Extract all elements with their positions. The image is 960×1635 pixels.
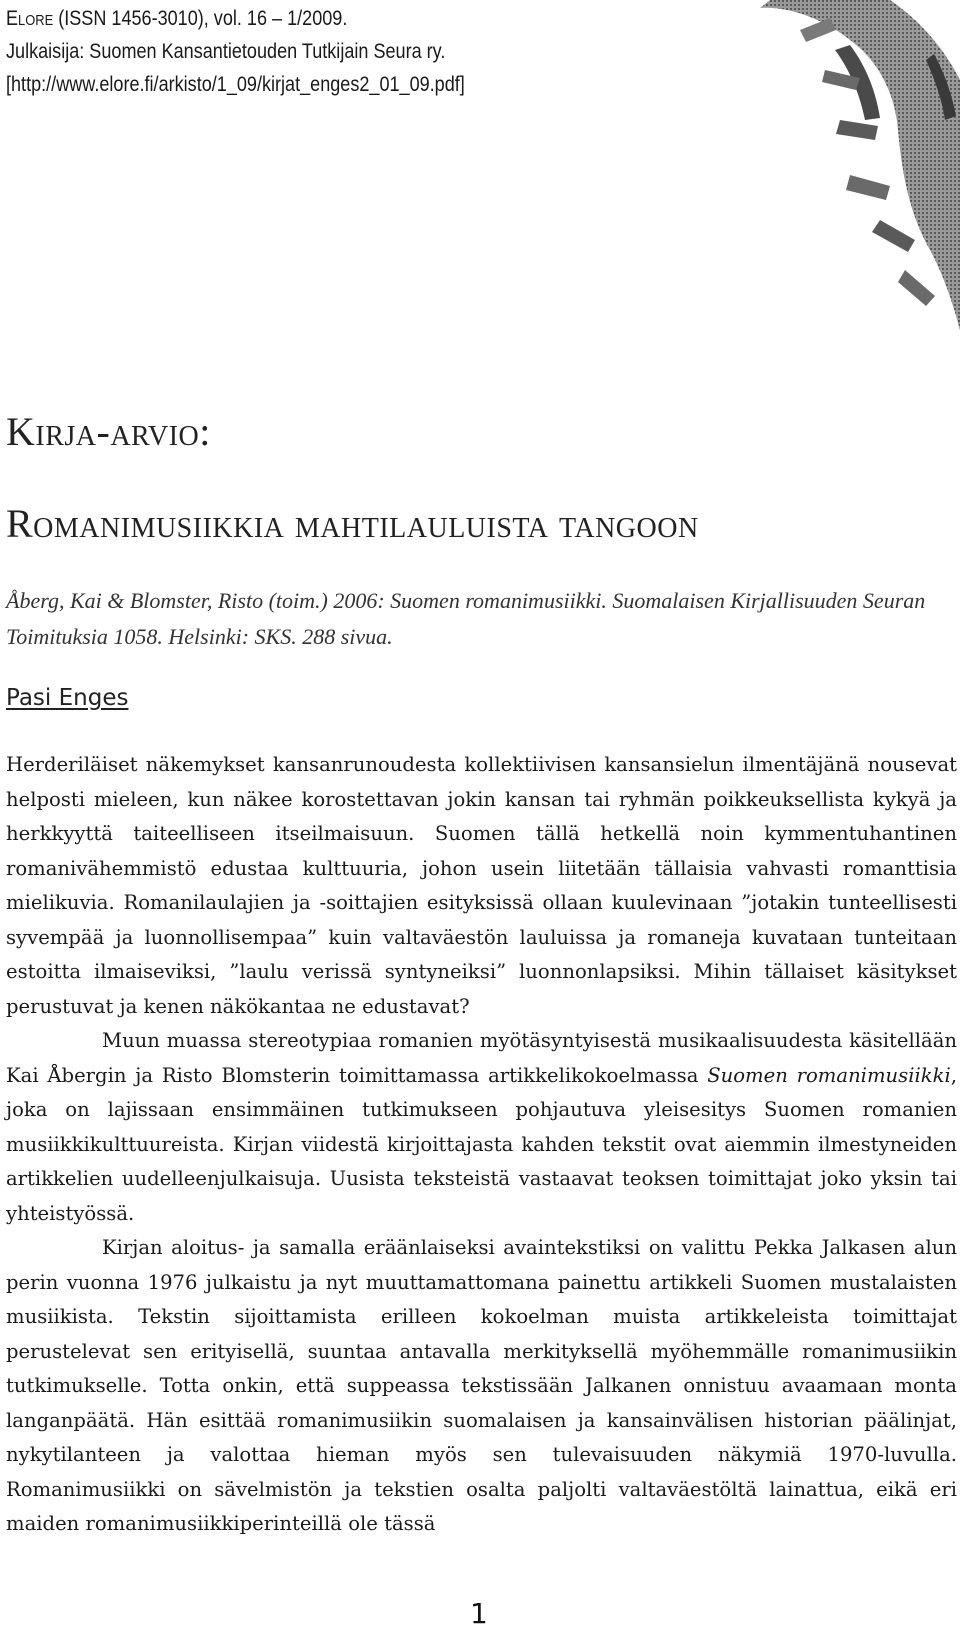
review-author: Pasi Enges bbox=[6, 685, 129, 711]
paragraph-2 bbox=[6, 1024, 957, 1231]
journal-issn: (ISSN 1456-3010), vol. 16 – 1/2009. bbox=[53, 7, 348, 30]
paragraph-2-start: Muun muassa stereotypiaa romanien myötäsyntyisestä musikaalisuudesta käsitellään Kai Åbergin ja Risto Blomsterin toimittamassa artikkelikokoelmassa bbox=[6, 1029, 957, 1087]
page-number: 1 bbox=[470, 1597, 488, 1630]
review-body bbox=[6, 748, 957, 1542]
review-kicker: Kirja-arvio: bbox=[6, 409, 211, 454]
review-title: Romanimusiikkia mahtilauluista tangoon bbox=[6, 501, 699, 546]
paragraph-3: Kirjan aloitus- ja samalla eräänlaiseksi avaintekstiksi on valittu Pekka Jalkasen alun perin vuonna 1976 julkaistu ja nyt muuttamattomana painettu artikkeli Suomen mustalaisten musiikista. Tekstin sijoittamista erilleen kokoelman muista artikkeleista toimittajat perustelevat sen erityisellä, suuntaa antavalla merkityksellä myöhemmälle romanimusiikin tutkimukselle. Totta onkin, että suppeassa tekstissään Jalkanen onnistuu avaamaan monta langanpäätä. Hän esittää romanimusiikin suomalaisen ja kansainvälisen historian päälinjat, nykytilanteen ja valottaa hieman myös sen tulevaisuuden näkymiä 1970-luvulla. Romanimusiikki on sävelmistön ja tekstien osalta paljolti valtaväestöltä lainattua, eikä eri maiden romanimusiikkiperinteillä ole tässä bbox=[6, 1236, 957, 1535]
journal-header bbox=[6, 2, 465, 101]
paragraph-2-end: , joka on lajissaan ensimmäinen tutkimukseen pohjautuva yleisesitys Suomen romanien musiikkikulttuureista. Kirjan viidestä kirjoittajasta kahden tekstit ovat aiemmin ilmestyneiden artikkelien uudelleenjulkaisuja. Uusista teksteistä vastaavat teoksen toimittajat joko yksin tai yhteistyössä. bbox=[6, 1063, 957, 1225]
journal-url: [http://www.elore.fi/arkisto/1_09/kirjat_enges2_01_09.pdf] bbox=[6, 73, 465, 96]
book-title-inline: Suomen romanimusiikki bbox=[707, 1063, 951, 1087]
journal-publisher: Julkaisija: Suomen Kansantietouden Tutkijain Seura ry. bbox=[6, 40, 446, 63]
journal-line-1 bbox=[6, 2, 465, 35]
journal-initial: E bbox=[6, 7, 19, 30]
journal-name-rest: lore bbox=[18, 7, 54, 30]
paragraph-1: Herderiläiset näkemykset kansanrunoudesta kollektiivisen kansansielun ilmentäjänä nousevat helposti mieleen, kun näkee korostettavan jokin kansan tai ryhmän poikkeuksellista kykyä ja herkkyyttä taiteelliseen itseilmaisuun. Suomen tällä hetkellä noin kymmentuhantinen romanivähemmistö edustaa kulttuuria, johon usein liitetään tällaisia vahvasti romanttisia mielikuvia. Romanilaulajien ja -soittajien esityksissä ollaan kuulevinaan ”jotakin tunteellisesti syvempää ja luonnollisempaa” kuin valtaväestön lauluissa ja romaneja kuvataan tunteitaan estoitta ilmaiseviksi, ”laulu verissä syntyneiksi” luonnonlapsiksi. Mihin tällaiset käsitykset perustuvat ja kenen näkökantaa ne edustavat? bbox=[6, 753, 957, 1018]
book-citation: Åberg, Kai & Blomster, Risto (toim.) 2006: Suomen romanimusiikki. Suomalaisen Kirjallisuuden Seuran Toimituksia 1058. Helsinki: SKS. 288 sivua. bbox=[6, 588, 926, 649]
journal-logo bbox=[730, 0, 960, 340]
